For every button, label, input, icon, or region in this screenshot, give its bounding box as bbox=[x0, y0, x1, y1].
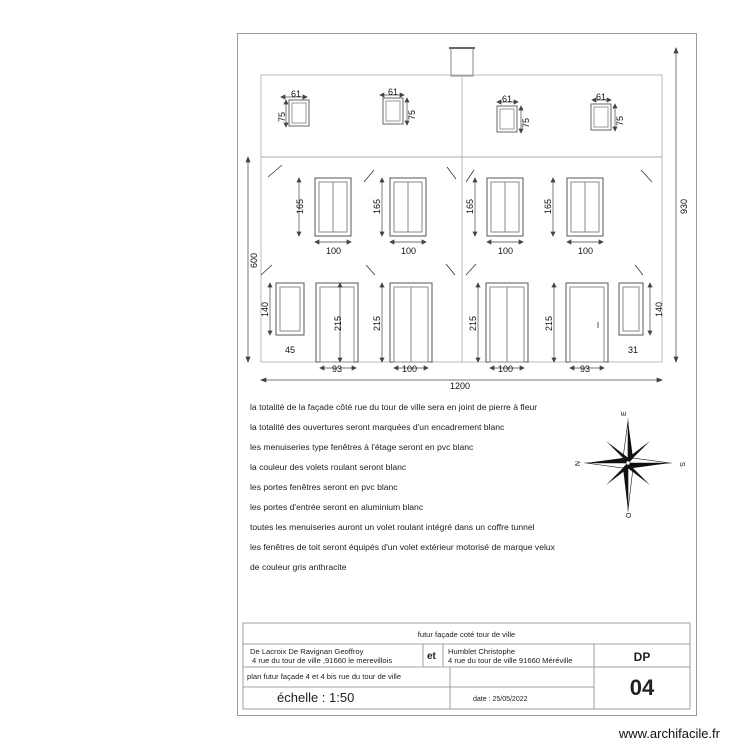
dim-small-window-height-right: 140 bbox=[654, 301, 664, 317]
note-8: les fenêtres de toit seront équipés d'un volet extérieur motorisé de marque velux bbox=[250, 542, 555, 552]
note-5: les portes fenêtres seront en pvc blanc bbox=[250, 482, 398, 492]
dim-window-width-2: 100 bbox=[401, 246, 417, 256]
dim-door-width-4: 93 bbox=[580, 364, 591, 374]
scale-label: échelle : 1:50 bbox=[277, 690, 355, 705]
dim-roof-height-3: 75 bbox=[521, 117, 531, 128]
dim-roof-width-2: 61 bbox=[388, 87, 399, 97]
note-9: de couleur gris anthracite bbox=[250, 562, 347, 572]
compass-north-label: N bbox=[573, 461, 580, 467]
owner1-name: De Lacroix De Ravignan Geoffroy bbox=[250, 647, 364, 656]
dim-wall-height: 600 bbox=[249, 252, 259, 268]
plan-title: futur façade coté tour de ville bbox=[417, 630, 516, 639]
dim-window-height-4: 165 bbox=[543, 198, 553, 214]
dim-roof-height-4: 75 bbox=[615, 115, 625, 126]
dim-small-window-width-left: 45 bbox=[285, 345, 296, 355]
dim-total-width: 1200 bbox=[450, 381, 471, 391]
owner2-address: 4 rue du tour de ville 91660 Méréville bbox=[448, 656, 573, 665]
dim-total-height: 930 bbox=[679, 198, 689, 214]
dim-roof-width-1: 61 bbox=[291, 89, 302, 99]
note-6: les portes d'entrée seront en aluminium blanc bbox=[250, 502, 424, 512]
dim-roof-height-2: 75 bbox=[407, 109, 417, 120]
doc-code: DP bbox=[633, 650, 651, 664]
dim-door-height-3: 215 bbox=[468, 315, 478, 331]
conjunction: et bbox=[427, 651, 436, 662]
compass-south-label: S bbox=[678, 462, 685, 467]
owner2-name: Humblet Christophe bbox=[448, 647, 516, 656]
dim-door-width-1: 93 bbox=[332, 364, 343, 374]
dim-window-width-4: 100 bbox=[578, 246, 594, 256]
dim-roof-width-3: 61 bbox=[502, 94, 513, 104]
note-2: la totalité des ouvertures seront marquées d'un encadrement blanc bbox=[250, 422, 505, 432]
note-4: la couleur des volets roulant seront blanc bbox=[250, 462, 407, 472]
dim-roof-width-4: 61 bbox=[596, 92, 607, 102]
owner1-address: 4 rue du tour de ville ,91660 le merevillois bbox=[252, 656, 393, 665]
dim-window-width-1: 100 bbox=[326, 246, 342, 256]
dim-window-width-3: 100 bbox=[498, 246, 514, 256]
note-1: la totalité de la façade côté rue du tour de ville sera en joint de pierre à fleur bbox=[250, 402, 538, 412]
dim-door-width-3: 100 bbox=[498, 364, 514, 374]
page-number: 04 bbox=[629, 675, 655, 700]
dim-door-height-2: 215 bbox=[372, 315, 382, 331]
watermark: www.archifacile.fr bbox=[618, 726, 720, 741]
date-label: date : 25/05/2022 bbox=[473, 696, 528, 703]
dim-window-height-1: 165 bbox=[295, 198, 305, 214]
dim-door-height-1: 215 bbox=[333, 315, 343, 331]
dim-window-height-3: 165 bbox=[465, 198, 475, 214]
compass-east-label: E bbox=[621, 411, 628, 416]
note-3: les menuiseries type fenêtres à l'étage seront en pvc blanc bbox=[250, 442, 474, 452]
dim-window-height-2: 165 bbox=[372, 198, 382, 214]
compass-west-label: O bbox=[626, 512, 633, 518]
note-7: toutes les menuiseries auront un volet roulant intégré dans un coffre tunnel bbox=[250, 522, 535, 532]
dim-small-window-height-left: 140 bbox=[260, 301, 270, 317]
dim-small-window-width-right: 31 bbox=[628, 345, 639, 355]
plan-label: plan futur façade 4 et 4 bis rue du tour de ville bbox=[247, 672, 402, 681]
dim-roof-height-1: 75 bbox=[277, 111, 287, 122]
dim-door-height-4: 215 bbox=[544, 315, 554, 331]
dim-door-width-2: 100 bbox=[402, 364, 418, 374]
